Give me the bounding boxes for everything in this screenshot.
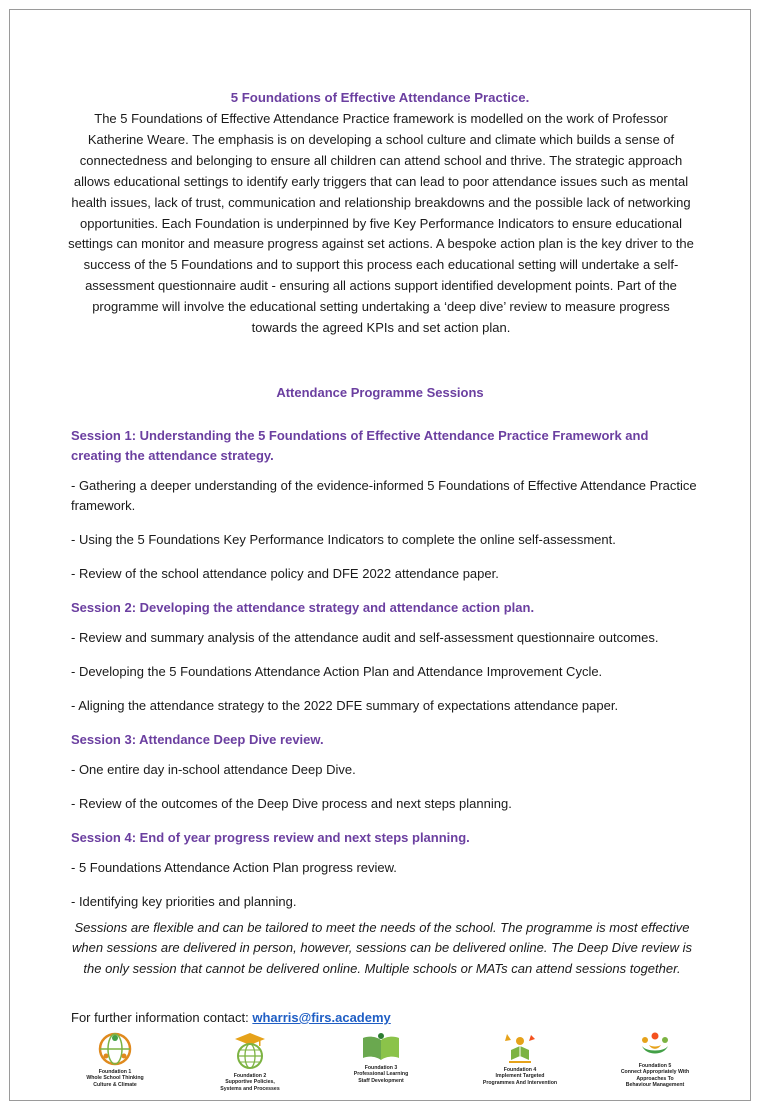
- session-1-item: - Using the 5 Foundations Key Performance Indicators to complete the online self-assessment.: [71, 532, 616, 547]
- document-title: 5 Foundations of Effective Attendance Practice.: [230, 90, 530, 105]
- foundation-2-logo: [210, 1032, 290, 1092]
- document-page: [9, 9, 751, 1101]
- foundation-1-subtitle: Culture & Climate: [93, 1081, 137, 1088]
- people-hands-icon: [638, 1032, 672, 1060]
- foundation-2-subtitle: Systems and Processes: [220, 1085, 280, 1092]
- foundation-5-title: Connect Appropriately With: [620, 1069, 690, 1076]
- session-2-item: - Review and summary analysis of the attendance audit and self-assessment questionnaire outcomes.: [71, 630, 659, 645]
- foundation-1-number: Foundation 1: [98, 1069, 132, 1075]
- foundation-5-subtitle: Approaches To: [636, 1075, 674, 1082]
- foundation-4-logo: [470, 1032, 570, 1086]
- foundation-3-subtitle: Staff Development: [358, 1077, 404, 1084]
- reading-child-icon: [503, 1032, 537, 1064]
- session-2-item: - Aligning the attendance strategy to the 2022 DFE summary of expectations attendance paper.: [71, 698, 619, 713]
- foundation-5-number: Foundation 5: [638, 1063, 672, 1069]
- foundation-1-logo: [74, 1032, 156, 1088]
- foundation-1-title: Whole School Thinking: [86, 1075, 144, 1082]
- session-3-item: - One entire day in-school attendance Deep Dive.: [71, 762, 356, 777]
- foundation-5-subtitle-2: Behaviour Management: [625, 1082, 685, 1089]
- globe-people-icon: [98, 1032, 132, 1066]
- contact-label: For further information contact:: [71, 1010, 253, 1025]
- session-4-item: - 5 Foundations Attendance Action Plan progress review.: [71, 860, 397, 875]
- session-1-item: - Review of the school attendance policy and DFE 2022 attendance paper.: [71, 566, 499, 581]
- foundation-3-title: Professional Learning: [353, 1071, 409, 1078]
- programme-title: Attendance Programme Sessions: [276, 385, 484, 400]
- foundation-4-title: Implement Targeted: [495, 1073, 545, 1080]
- foundation-4-number: Foundation 4: [503, 1067, 537, 1073]
- foundation-2-number: Foundation 2: [233, 1073, 267, 1079]
- session-2-item: - Developing the 5 Foundations Attendance Action Plan and Attendance Improvement Cycle.: [71, 664, 603, 679]
- foundation-3-logo: [340, 1032, 422, 1084]
- foundation-2-title: Supportive Policies,: [225, 1079, 275, 1086]
- session-4-heading: Session 4: End of year progress review and next steps planning.: [71, 830, 470, 845]
- session-4-item: - Identifying key priorities and planning.: [71, 894, 297, 909]
- open-book-icon: [361, 1032, 401, 1062]
- session-1-item: - Gathering a deeper understanding of the evidence-informed 5 Foundations of Effective Attendance Practice framework.: [71, 478, 697, 513]
- foundation-4-subtitle: Programmes And Intervention: [482, 1079, 558, 1086]
- foundation-5-logo: [610, 1032, 700, 1089]
- contact-line: [71, 1010, 391, 1025]
- intro-paragraph: The 5 Foundations of Effective Attendance Practice framework is modelled on the work of Professor Katherine Weare. The emphasis is on developing a school culture and climate which builds a sense of connectedness and belonging to ensure all children can attend school and thrive. The strategic approach allows educational settings to identify early triggers that can lead to poor attendance issues such as mental health issues, lack of trust, communication and relationship breakdowns and the possible lack of networking opportunities. Each Foundation is underpinned by five Key Performance Indicators to ensure educational settings can monitor and measure progress against set actions. A bespoke action plan is the key driver to the success of the 5 Foundations and to support this process each educational setting will undertake a self-assessment questionnaire audit - ensuring all actions support identified development points. Part of the programme will involve the educational setting undertaking a ‘deep dive’ review to measure progress towards the agreed KPIs and set action plan.: [68, 111, 694, 336]
- session-1-heading: Session 1: Understanding the 5 Foundations of Effective Attendance Practice Framework and creating the attendance strategy.: [71, 428, 649, 463]
- contact-email-link[interactable]: wharris@firs.academy: [252, 1010, 391, 1025]
- foundation-3-number: Foundation 3: [364, 1065, 398, 1071]
- sessions-note: Sessions are flexible and can be tailored to meet the needs of the school. The programme is most effective when sessions are delivered in person, however, sessions can be delivered online. The Deep Dive review is the only session that cannot be delivered online. Multiple schools or MATs can attend sessions together.: [71, 920, 692, 976]
- session-2-heading: Session 2: Developing the attendance strategy and attendance action plan.: [71, 600, 535, 615]
- session-3-heading: Session 3: Attendance Deep Dive review.: [71, 732, 324, 747]
- graduation-globe-icon: [233, 1032, 267, 1070]
- session-3-item: - Review of the outcomes of the Deep Dive process and next steps planning.: [71, 796, 512, 811]
- sessions-list: [71, 426, 701, 926]
